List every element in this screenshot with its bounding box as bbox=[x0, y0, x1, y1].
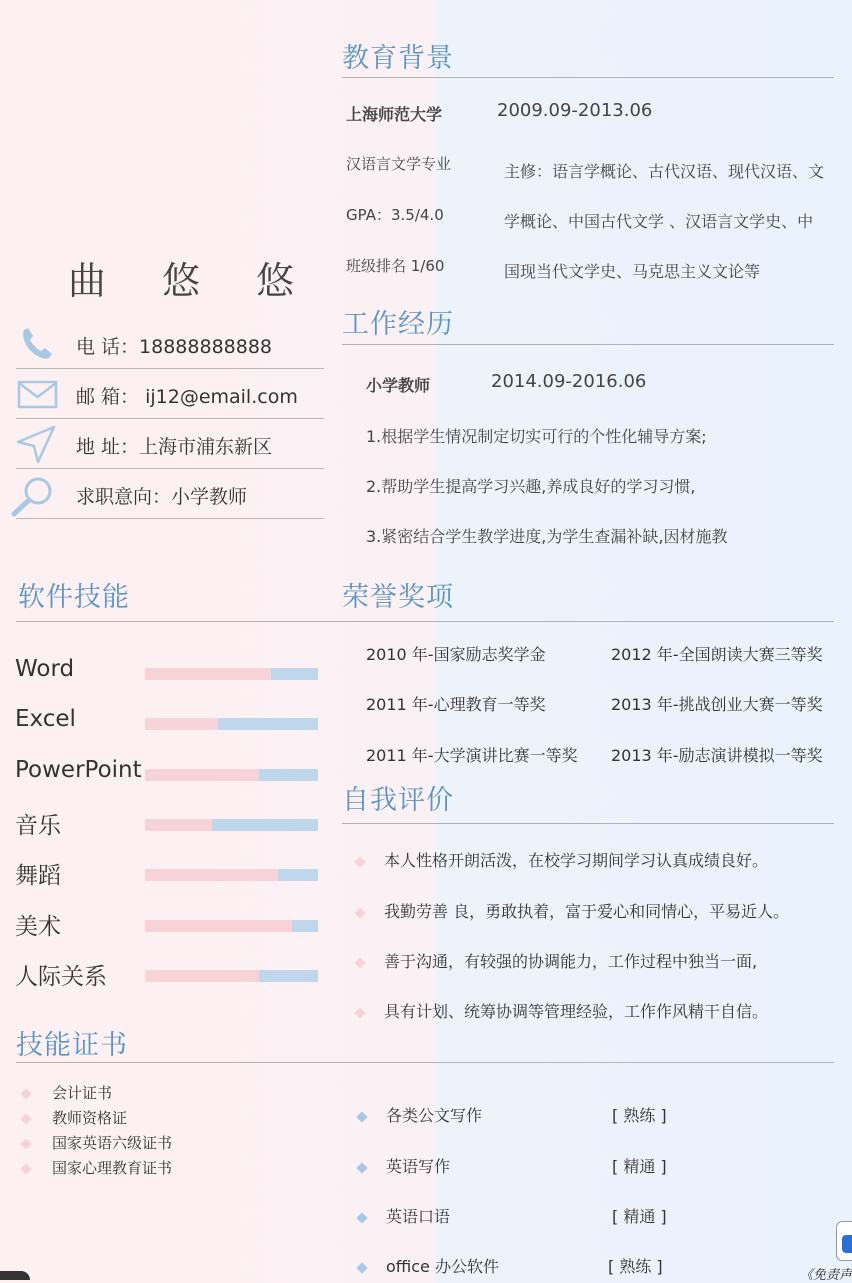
proficiency-item: 各类公文写作 bbox=[358, 1103, 482, 1126]
contact-email: 邮 箱： ij12@email.com bbox=[16, 368, 324, 419]
diamond-bullet-icon bbox=[20, 1088, 31, 1099]
disclaimer-link[interactable]: 《免责声 bbox=[800, 1268, 852, 1283]
skill-bar bbox=[145, 718, 318, 730]
resume-name: 曲 悠 悠 bbox=[68, 259, 317, 303]
skill-bar-fill bbox=[145, 819, 212, 831]
class-rank: 班级排名 1/60 bbox=[346, 257, 445, 275]
skill-label: Excel bbox=[15, 706, 76, 733]
education-divider bbox=[342, 77, 834, 78]
work-divider bbox=[342, 344, 834, 345]
skill-label: 美术 bbox=[15, 913, 61, 940]
diamond-bullet-icon bbox=[356, 1111, 367, 1122]
honor-item: 2013 年-励志演讲模拟一等奖 bbox=[611, 746, 823, 765]
skill-bar-fill bbox=[145, 769, 259, 781]
job-duty: 3.紧密结合学生教学进度,为学生查漏补缺,因材施教 bbox=[366, 527, 728, 546]
self-eval-item: 善于沟通，有较强的协调能力，工作过程中独当一面, bbox=[356, 949, 757, 972]
honor-item: 2013 年-挑战创业大赛一等奖 bbox=[611, 695, 823, 714]
contact-address: 地 址：上海市浦东新区 bbox=[16, 418, 324, 469]
skill-bar bbox=[145, 869, 318, 881]
diamond-bullet-icon bbox=[354, 856, 365, 867]
proficiency-item: office 办公软件 bbox=[358, 1254, 499, 1277]
job-title: 小学教师 bbox=[366, 376, 431, 395]
diamond-bullet-icon bbox=[354, 957, 365, 968]
search-icon bbox=[8, 474, 52, 514]
self-eval-item: 本人性格开朗活泼，在校学习期间学习认真成绩良好。 bbox=[356, 848, 768, 871]
proficiency-level: [ 精通 ] bbox=[612, 1207, 667, 1226]
education-period: 2009.09-2013.06 bbox=[497, 100, 653, 121]
skills-divider bbox=[16, 621, 834, 622]
courses-line: 国现当代文学史、马克思主义文论等 bbox=[504, 262, 761, 281]
self-eval-title: 自我评价 bbox=[342, 785, 454, 816]
diamond-bullet-icon bbox=[20, 1113, 31, 1124]
job-duty: 1.根据学生情况制定切实可行的个性化辅导方案; bbox=[366, 427, 707, 446]
diamond-bullet-icon bbox=[20, 1163, 31, 1174]
software-title: 软件技能 bbox=[18, 582, 130, 613]
cert-item: 国家心理教育证书 bbox=[22, 1157, 172, 1178]
skill-bar-fill bbox=[145, 718, 218, 730]
diamond-bullet-icon bbox=[356, 1162, 367, 1173]
skill-bar bbox=[145, 970, 318, 982]
skill-bar-fill bbox=[145, 970, 259, 982]
location-icon bbox=[16, 424, 60, 464]
school-name: 上海师范大学 bbox=[346, 105, 443, 124]
skill-label: 音乐 bbox=[15, 812, 61, 839]
skill-label: Word bbox=[15, 656, 75, 682]
corner-tab bbox=[0, 1271, 30, 1280]
floating-widget-button[interactable] bbox=[836, 1221, 852, 1261]
cert-item: 国家英语六级证书 bbox=[22, 1132, 172, 1153]
contact-phone: 电 话：18888888888 bbox=[16, 318, 324, 369]
proficiency-item: 英语口语 bbox=[358, 1204, 450, 1227]
honor-item: 2011 年-心理教育一等奖 bbox=[366, 695, 546, 714]
diamond-bullet-icon bbox=[356, 1212, 367, 1223]
certs-divider bbox=[16, 1062, 834, 1063]
skill-label: 人际关系 bbox=[15, 963, 107, 990]
cert-item: 教师资格证 bbox=[22, 1107, 127, 1128]
self-eval-item: 具有计划、统筹协调等管理经验，工作作风精干自信。 bbox=[356, 999, 768, 1022]
diamond-bullet-icon bbox=[20, 1138, 31, 1149]
skill-bar bbox=[145, 769, 318, 781]
skill-bar bbox=[145, 920, 318, 932]
contact-objective: 求职意向：小学教师 bbox=[16, 468, 324, 519]
proficiency-level: [ 熟练 ] bbox=[612, 1106, 667, 1125]
self-eval-item: 我勤劳善 良，勇敢执着，富于爱心和同情心，平易近人。 bbox=[356, 899, 789, 922]
education-title: 教育背景 bbox=[342, 43, 454, 74]
cert-item: 会计证书 bbox=[22, 1082, 112, 1103]
skill-bar-fill bbox=[145, 869, 278, 881]
courses-line: 主修：语言学概论、古代汉语、现代汉语、文 bbox=[504, 162, 825, 181]
skill-bar bbox=[145, 819, 318, 831]
honor-item: 2011 年-大学演讲比赛一等奖 bbox=[366, 746, 578, 765]
diamond-bullet-icon bbox=[356, 1262, 367, 1273]
work-title: 工作经历 bbox=[342, 309, 454, 340]
self-eval-divider bbox=[342, 823, 834, 824]
phone-icon bbox=[16, 324, 60, 364]
job-duty: 2.帮助学生提高学习兴趣,养成良好的学习习惯, bbox=[366, 477, 696, 496]
gpa: GPA：3.5/4.0 bbox=[346, 206, 444, 224]
skill-label: PowerPoint bbox=[15, 756, 142, 783]
diamond-bullet-icon bbox=[354, 1007, 365, 1018]
skill-bar-fill bbox=[145, 668, 271, 680]
honor-item: 2012 年-全国朗读大赛三等奖 bbox=[611, 645, 823, 664]
courses-line: 学概论、中国古代文学 、汉语言文学史、中 bbox=[504, 212, 814, 231]
widget-icon bbox=[842, 1235, 852, 1253]
skill-label: 舞蹈 bbox=[15, 863, 61, 890]
skill-bar-fill bbox=[145, 920, 292, 932]
honor-item: 2010 年-国家励志奖学金 bbox=[366, 645, 546, 664]
honors-title: 荣誉奖项 bbox=[342, 582, 454, 613]
certs-title: 技能证书 bbox=[16, 1030, 128, 1061]
skill-bar bbox=[145, 668, 318, 680]
proficiency-level: [ 熟练 ] bbox=[608, 1257, 663, 1276]
proficiency-item: 英语写作 bbox=[358, 1154, 450, 1177]
diamond-bullet-icon bbox=[354, 907, 365, 918]
mail-icon bbox=[16, 374, 60, 414]
proficiency-level: [ 精通 ] bbox=[612, 1157, 667, 1176]
major: 汉语言文学专业 bbox=[346, 155, 452, 173]
job-period: 2014.09-2016.06 bbox=[491, 371, 647, 392]
